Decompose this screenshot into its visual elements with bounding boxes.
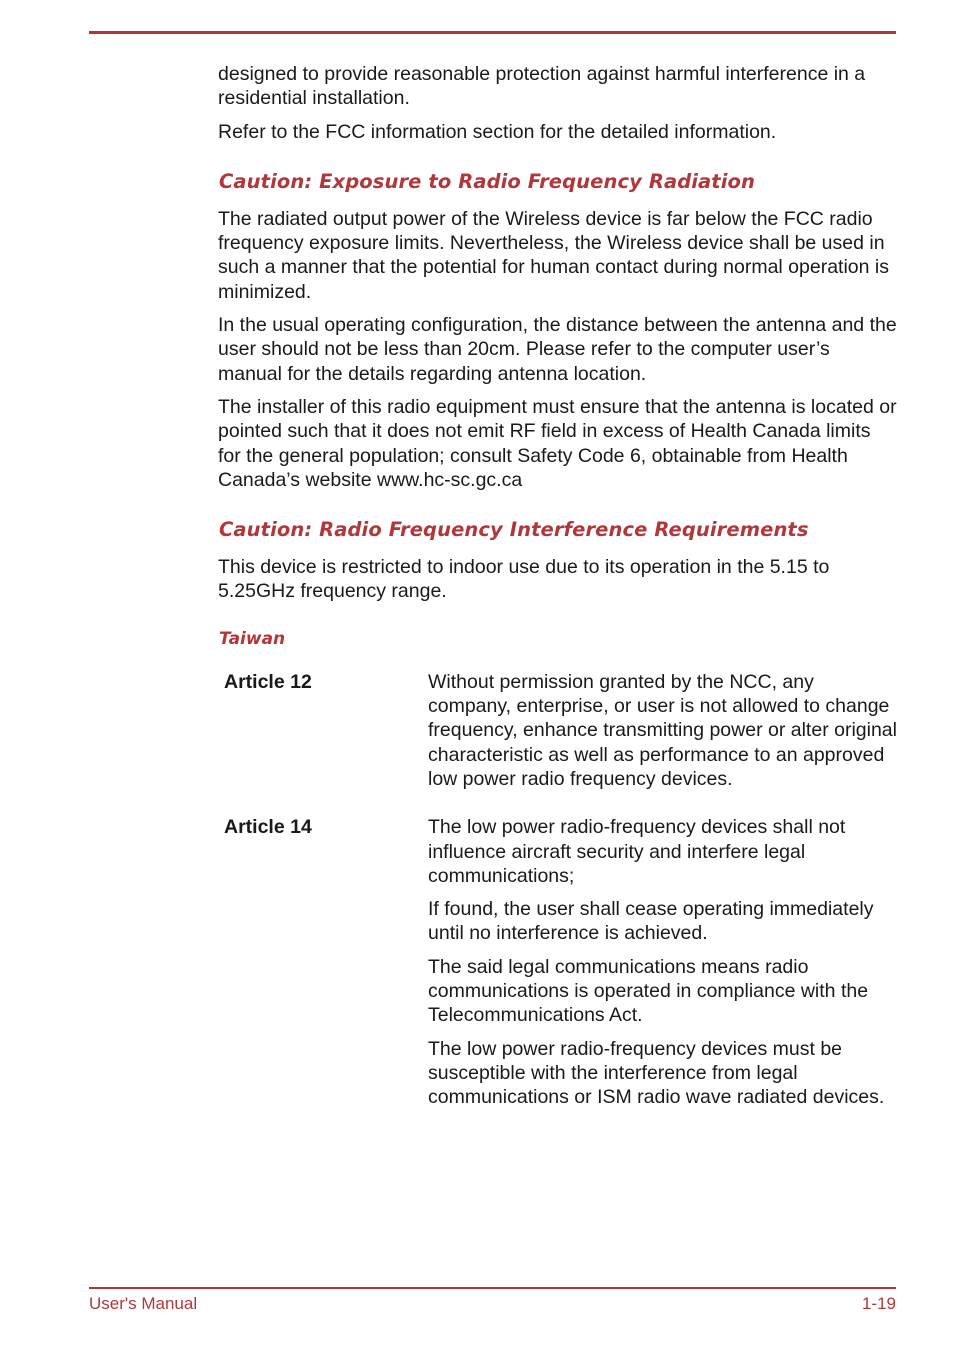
intro-paragraph-2: Refer to the FCC information section for the detailed information. [218, 120, 777, 143]
article-14-row [218, 815, 898, 1118]
footer-rule [89, 1287, 896, 1289]
radiation-paragraph-3: The installer of this radio equipment must ensure that the antenna is located or pointed such that it does not emit RF field in excess of Health Canada limits for the general population; consult Safety Code 6, obtainable from Health Canada’s website www.hc-sc.gc.ca [218, 395, 897, 491]
radiation-paragraph-2: In the usual operating configuration, the distance between the antenna and the user should not be less than 20cm. Please refer to the computer user’s manual for the details regarding antenna location. [218, 314, 897, 385]
article-12-text [428, 670, 898, 800]
header-rule [89, 31, 896, 34]
radiation-heading: Caution: Exposure to Radio Frequency Radiation [219, 169, 755, 193]
intro-paragraph-1: designed to provide reasonable protection against harmful interference in a residential installation. [218, 63, 866, 110]
interference-heading: Caution: Radio Frequency Interference Requirements [219, 518, 809, 542]
article-12-paragraph-1: Without permission granted by the NCC, any company, enterprise, or user is not allowed to change frequency, enhance transmitting power or alter original characteristic as well as performance to an approved low power radio frequency devices. [428, 670, 897, 790]
article-14-paragraph-2: If found, the user shall cease operating immediately until no interference is achieved. [428, 898, 874, 945]
article-14-paragraph-4: The low power radio-frequency devices must be susceptible with the interference from legal communications or ISM radio wave radiated devices. [428, 1037, 885, 1109]
article-12-row [218, 670, 898, 800]
footer-manual-title: User's Manual [89, 1294, 198, 1313]
page-content [218, 62, 898, 1134]
article-14-paragraph-1: The low power radio-frequency devices shall not influence aircraft security and interfere legal communications; [428, 816, 846, 887]
radiation-paragraph-1: The radiated output power of the Wireless device is far below the FCC radio frequency exposure limits. Nevertheless, the Wireless device shall be used in such a manner that the potential for human contact during normal operation is minimized. [218, 207, 889, 303]
article-12-label: Article 12 [224, 670, 312, 693]
article-14-text [428, 815, 898, 1118]
footer-page-number: 1-19 [861, 1294, 896, 1313]
article-14-paragraph-3: The said legal communications means radio communications is operated in compliance with the Telecommunications Act. [428, 955, 869, 1027]
article-14-label: Article 14 [224, 816, 312, 839]
interference-paragraph-1: This device is restricted to indoor use due to its operation in the 5.15 to 5.25GHz frequency range. [218, 556, 830, 603]
taiwan-heading: Taiwan [219, 628, 286, 649]
